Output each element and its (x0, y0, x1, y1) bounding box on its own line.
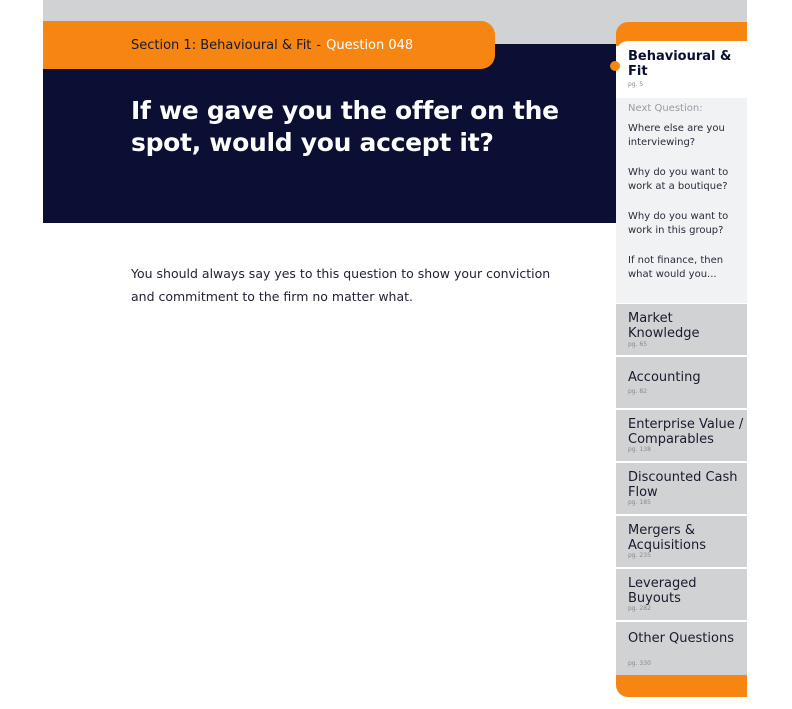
next-question-link[interactable]: Where else are you interviewing? (628, 123, 725, 148)
sidebar-item-page: pg. 235 (628, 552, 651, 559)
sidebar-item-label: Other Questions (628, 631, 734, 646)
sidebar-item-label: Market Knowledge (628, 311, 700, 341)
sidebar-item-page: pg. 185 (628, 499, 651, 506)
sidebar-item-page: pg. 330 (628, 660, 651, 667)
section-separator: - (316, 37, 322, 53)
section-banner-text (131, 38, 413, 53)
sidebar-item-dcf[interactable] (616, 462, 747, 514)
sidebar-item-page: pg. 5 (628, 81, 644, 88)
sidebar-item-leveraged-buyouts[interactable] (616, 568, 747, 620)
sidebar-item-page: pg. 138 (628, 446, 651, 453)
sidebar-item-page: pg. 282 (628, 605, 651, 612)
sidebar-item-market-knowledge[interactable] (616, 303, 747, 355)
question-number: Question 048 (326, 37, 414, 53)
sidebar-item-label: Leveraged Buyouts (628, 576, 697, 606)
sidebar-item-behavioural-fit[interactable] (616, 41, 747, 98)
section-banner (43, 21, 495, 69)
next-questions-panel (616, 98, 747, 303)
next-question-label: Next Question: (628, 103, 703, 114)
answer-text: You should always say yes to this question to show your conviction and commitment to the firm no matter what. (131, 266, 551, 304)
next-question-link[interactable]: Why do you want to work at a boutique? (628, 167, 729, 192)
next-question-link[interactable]: If not finance, then what would you... (628, 255, 724, 280)
sidebar-item-other-questions[interactable] (616, 621, 747, 675)
sidebar-item-page: pg. 65 (628, 341, 648, 348)
sidebar-item-label: Mergers & Acquisitions (628, 523, 706, 553)
current-section-indicator (610, 61, 620, 71)
sidebar-item-label: Behavioural & Fit (628, 49, 732, 79)
question-title: If we gave you the offer on the spot, would you accept it? (131, 96, 559, 157)
sidebar-item-label: Enterprise Value / Comparables (628, 417, 744, 447)
sidebar-item-enterprise-value[interactable] (616, 409, 747, 461)
sidebar-nav (616, 22, 747, 697)
sidebar-item-page: pg. 82 (628, 388, 648, 395)
sidebar-item-label: Discounted Cash Flow (628, 470, 738, 500)
next-question-link[interactable]: Why do you want to work in this group? (628, 211, 729, 236)
sidebar-bottom-cap (616, 675, 747, 697)
sidebar-item-label: Accounting (628, 370, 701, 385)
sidebar-item-mergers-acquisitions[interactable] (616, 515, 747, 567)
section-label: Section 1: Behavioural & Fit (131, 37, 312, 53)
sidebar-item-accounting[interactable] (616, 356, 747, 408)
